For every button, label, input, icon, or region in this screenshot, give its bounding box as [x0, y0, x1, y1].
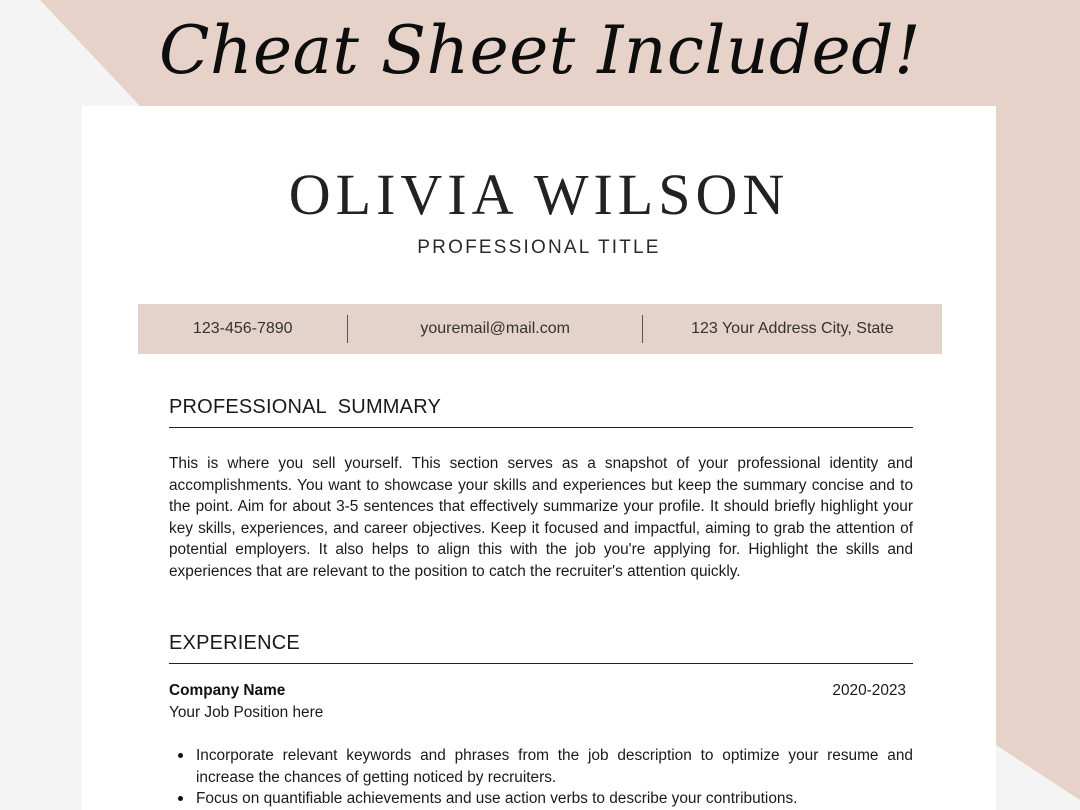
contact-bar — [138, 304, 942, 354]
contact-phone: 123-456-7890 — [192, 320, 293, 337]
resume-sheet — [82, 106, 996, 810]
job-bullet-item — [169, 745, 913, 788]
experience-heading: EXPERIENCE — [169, 632, 913, 664]
bullet-icon — [178, 796, 183, 801]
summary-text: This is where you sell yourself. This section serves as a snapshot of your professional identity and accomplishments. You want to showcase your skills and experiences but keep the summary concise and to the point. Aim for about 3-5 sentences that effectively summarize your profile. It should briefly highlight your key skills, experiences, and career objectives. Keep it focused and impactful, aiming to grab the attention of potential employers. It also helps to align this with the job you're applying for. Highlight the skills and experiences that are relevant to the position to catch the recruiter's attention quickly. — [169, 455, 913, 580]
job-bullet-list — [169, 745, 913, 810]
job-dates: 2020-2023 — [832, 682, 906, 699]
resume-name: OLIVIA WILSON — [288, 162, 790, 227]
job-bullet-text: Focus on quantifiable achievements and use action verbs to describe your contributions. — [196, 790, 798, 807]
contact-address: 123 Your Address City, State — [691, 320, 894, 337]
job-company: Company Name — [169, 682, 286, 699]
job-bullet-text: Incorporate relevant keywords and phrases from the job description to optimize your resume and increase the chances of getting noticed by recruiters. — [196, 747, 913, 786]
banner-title: Cheat Sheet Included! — [159, 12, 921, 89]
summary-heading: PROFESSIONAL SUMMARY — [169, 396, 913, 428]
job-position: Your Job Position here — [169, 704, 324, 721]
bullet-icon — [178, 753, 183, 758]
job-bullet-item — [169, 788, 913, 810]
contact-email: youremail@mail.com — [420, 320, 570, 337]
professional-title: PROFESSIONAL TITLE — [417, 237, 661, 258]
